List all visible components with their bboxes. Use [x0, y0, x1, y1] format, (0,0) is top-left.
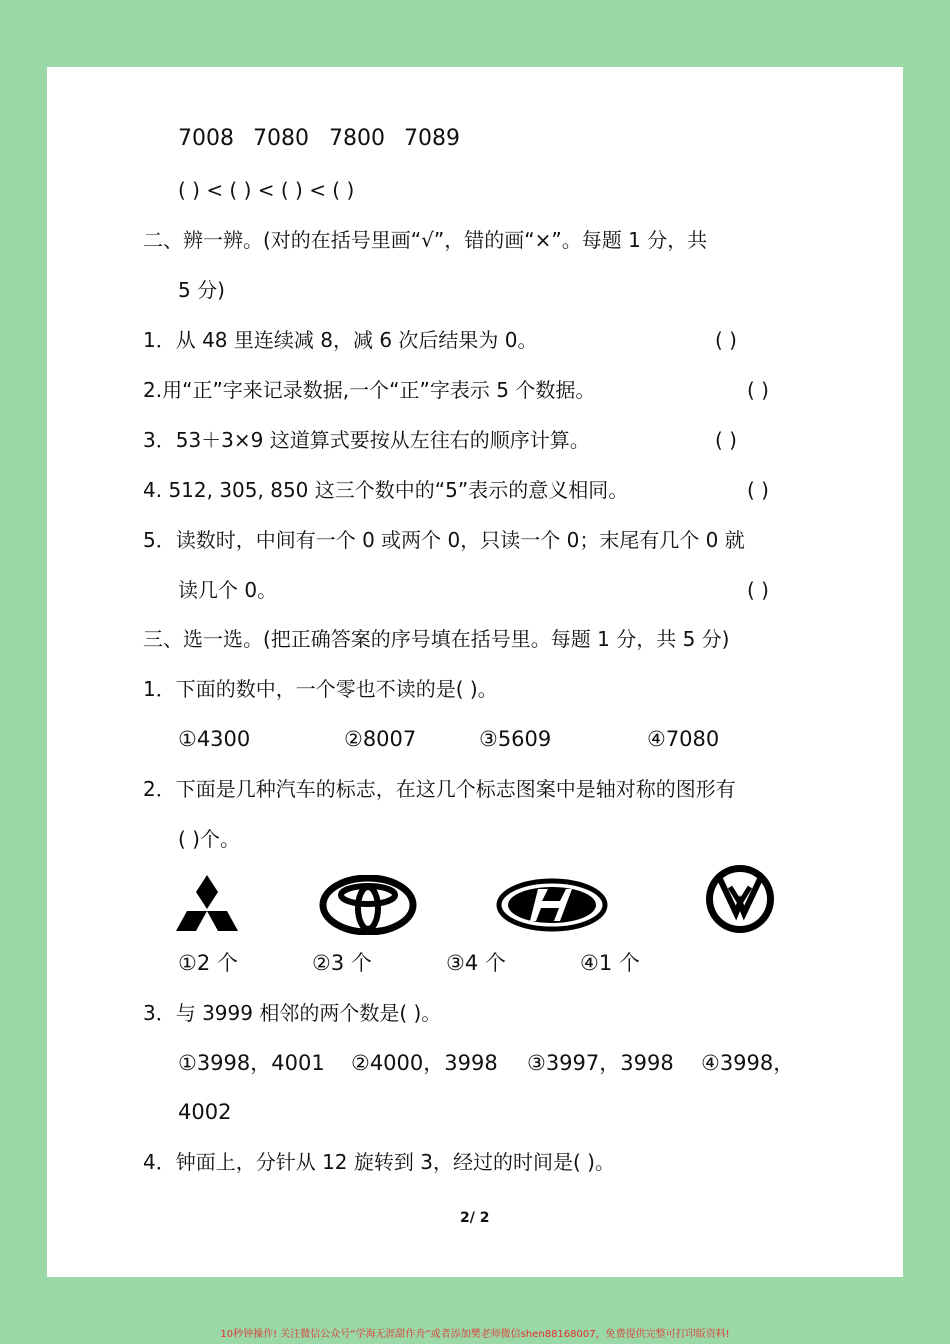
mitsubishi-logo	[172, 875, 242, 935]
answer-blank: ( )	[715, 428, 737, 452]
ordering-blanks: ( ) < ( ) < ( ) < ( )	[178, 178, 355, 202]
section2-heading-cont: 5 分)	[178, 278, 225, 302]
q1-option: ③5609	[479, 727, 552, 751]
answer-blank: ( )	[747, 578, 769, 602]
q1-option: ①4300	[178, 727, 251, 751]
q2-option: ①2 个	[178, 951, 238, 975]
judge-item-1: 1．从 48 里连续减 8，减 6 次后结果为 0。	[143, 328, 538, 352]
choice-q2-cont: ( )个。	[178, 827, 240, 851]
answer-blank: ( )	[747, 478, 769, 502]
q2-option: ②3 个	[312, 951, 372, 975]
q2-option: ③4 个	[446, 951, 506, 975]
section2-heading: 二、辨一辨。(对的在括号里画“√”，错的画“×”。每题 1 分，共	[143, 228, 708, 252]
choice-q2: 2．下面是几种汽车的标志，在这几个标志图案中是轴对称的图形有	[143, 777, 736, 801]
choice-q3: 3．与 3999 相邻的两个数是( )。	[143, 1001, 442, 1025]
section3-heading: 三、选一选。(把正确答案的序号填在括号里。每题 1 分，共 5 分)	[143, 627, 730, 651]
q3-option: ③3997，3998	[527, 1051, 674, 1075]
q1-option: ④7080	[647, 727, 720, 751]
worksheet-page	[47, 67, 903, 1277]
q3-option-cont: 4002	[178, 1100, 232, 1124]
q3-option: ②4000，3998	[351, 1051, 498, 1075]
judge-item-2: 2.用“正”字来记录数据,一个“正”字表示 5 个数据。	[143, 378, 596, 402]
hyundai-logo	[496, 878, 608, 932]
promo-footer: 10秒钟操作! 关注微信公众号“学海无涯甜作舟”或者添加樊老师微信shen88168007，免费提供完整可打印版资料!	[220, 1329, 730, 1340]
judge-item-3: 3．53＋3×9 这道算式要按从左往右的顺序计算。	[143, 428, 590, 452]
answer-blank: ( )	[715, 328, 737, 352]
ordering-number: 7008	[178, 126, 234, 151]
judge-item-5: 5．读数时，中间有一个 0 或两个 0，只读一个 0；末尾有几个 0 就	[143, 528, 745, 552]
choice-q4: 4．钟面上，分针从 12 旋转到 3，经过的时间是( )。	[143, 1150, 615, 1174]
judge-item-5-cont: 读几个 0。	[178, 578, 278, 602]
toyota-logo	[319, 875, 417, 935]
page-number: 2/ 2	[460, 1210, 490, 1226]
q1-option: ②8007	[344, 727, 417, 751]
q2-option: ④1 个	[580, 951, 640, 975]
ordering-number: 7080	[253, 126, 309, 151]
q3-option: ①3998，4001	[178, 1051, 325, 1075]
ordering-number: 7800	[329, 126, 385, 151]
q3-option: ④3998，	[701, 1051, 795, 1075]
answer-blank: ( )	[747, 378, 769, 402]
choice-q1: 1．下面的数中，一个零也不读的是( )。	[143, 677, 498, 701]
volkswagen-logo	[704, 863, 776, 935]
judge-item-4: 4. 512, 305, 850 这三个数中的“5”表示的意义相同。	[143, 478, 629, 502]
ordering-number: 7089	[404, 126, 460, 151]
